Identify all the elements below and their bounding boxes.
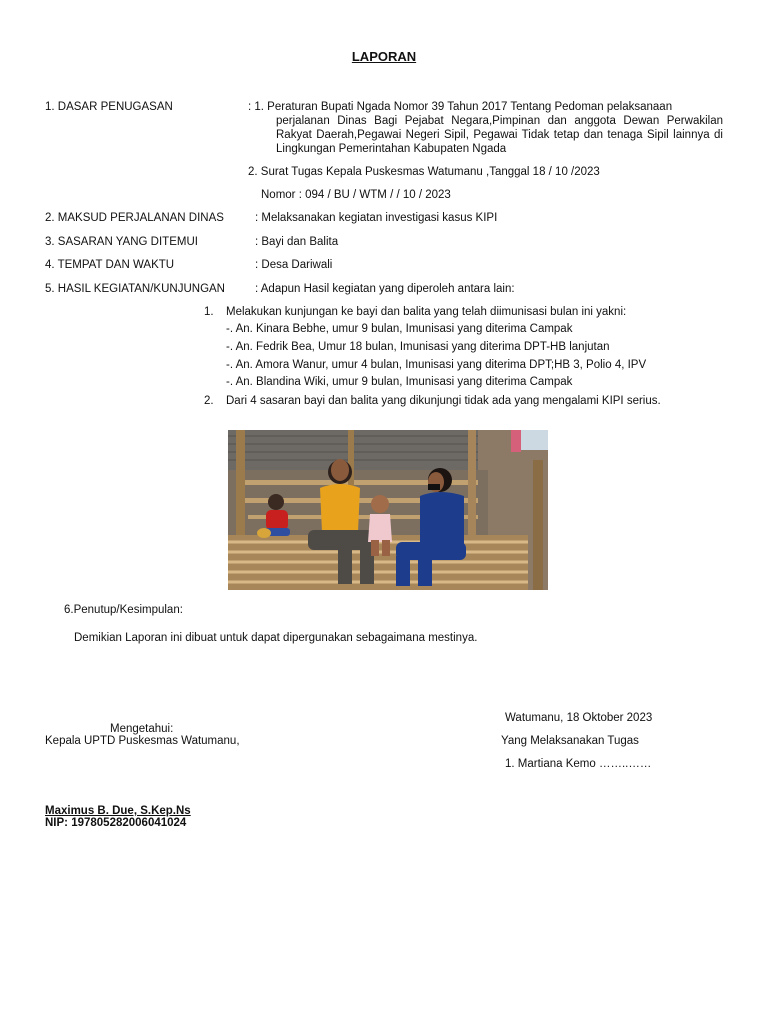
dasar-nomor: Nomor : 094 / BU / WTM / / 10 / 2023 — [261, 189, 451, 201]
child-item: -. An. Amora Wanur, umur 4 bulan, Imunisasi yang diterima DPT;HB 3, Polio 4, IPV — [226, 359, 647, 371]
penutup-text: Demikian Laporan ini dibuat untuk dapat dipergunakan sebagaimana mestinya. — [74, 632, 478, 644]
tempat-label: 4. TEMPAT DAN WAKTU — [45, 259, 175, 271]
dasar-item1-rest: perjalanan Dinas Bagi Pejabat Negara,Pimpinan dan anggota Dewan Perwakilan Rakyat Daerah,Pegawai Negeri Sipil, Pegawai Tidak tetap dan tenaga Sipil lainnya di Lingkungan Pemerintahan Kabupaten Ngada — [276, 115, 723, 155]
dasar-item1-prefix: : 1. Peraturan Bupati Ngada Nomor 39 Tahun 2017 Tentang Pedoman pelaksanaan — [248, 101, 673, 113]
maksud-value: : Melaksanakan kegiatan investigasi kasus KIPI — [255, 212, 498, 224]
head-name: Maximus B. Due, S.Kep.Ns — [45, 805, 191, 817]
hasil-label: 5. HASIL KEGIATAN/KUNJUNGAN — [45, 283, 225, 295]
hasil-point1-num: 1. — [204, 306, 214, 318]
mengetahui: Mengetahui: — [110, 723, 174, 735]
field-visit-photo — [228, 430, 548, 590]
head-nip: NIP: 197805282006041024 — [45, 817, 187, 829]
right-title: Yang Melaksanakan Tugas — [501, 735, 639, 747]
sasaran-value: : Bayi dan Balita — [255, 236, 339, 248]
maksud-label: 2. MAKSUD PERJALANAN DINAS — [45, 212, 224, 224]
hasil-point2: Dari 4 sasaran bayi dan balita yang dikunjungi tidak ada yang mengalami KIPI serius. — [226, 395, 661, 407]
executor-name: 1. Martiana Kemo ……..…… — [505, 758, 652, 770]
hasil-value: : Adapun Hasil kegiatan yang diperoleh antara lain: — [255, 283, 515, 295]
hasil-point1: Melakukan kunjungan ke bayi dan balita yang telah diimunisasi bulan ini yakni: — [226, 306, 627, 318]
dasar-item2: 2. Surat Tugas Kepala Puskesmas Watumanu ,Tanggal 18 / 10 /2023 — [248, 166, 600, 178]
report-title: LAPORAN — [351, 49, 417, 64]
place-date: Watumanu, 18 Oktober 2023 — [505, 712, 653, 724]
sasaran-label: 3. SASARAN YANG DITEMUI — [45, 236, 198, 248]
child-item: -. An. Blandina Wiki, umur 9 bulan, Imunisasi yang diterima Campak — [226, 376, 573, 388]
penutup-label: 6.Penutup/Kesimpulan: — [64, 604, 183, 616]
left-title: Kepala UPTD Puskesmas Watumanu, — [45, 735, 240, 747]
hasil-point2-num: 2. — [204, 395, 214, 407]
dasar-label: 1. DASAR PENUGASAN — [45, 101, 173, 113]
child-item: -. An. Kinara Bebhe, umur 9 bulan, Imunisasi yang diterima Campak — [226, 323, 573, 335]
child-item: -. An. Fedrik Bea, Umur 18 bulan, Imunisasi yang diterima DPT-HB lanjutan — [226, 341, 610, 353]
tempat-value: : Desa Dariwali — [255, 259, 333, 271]
